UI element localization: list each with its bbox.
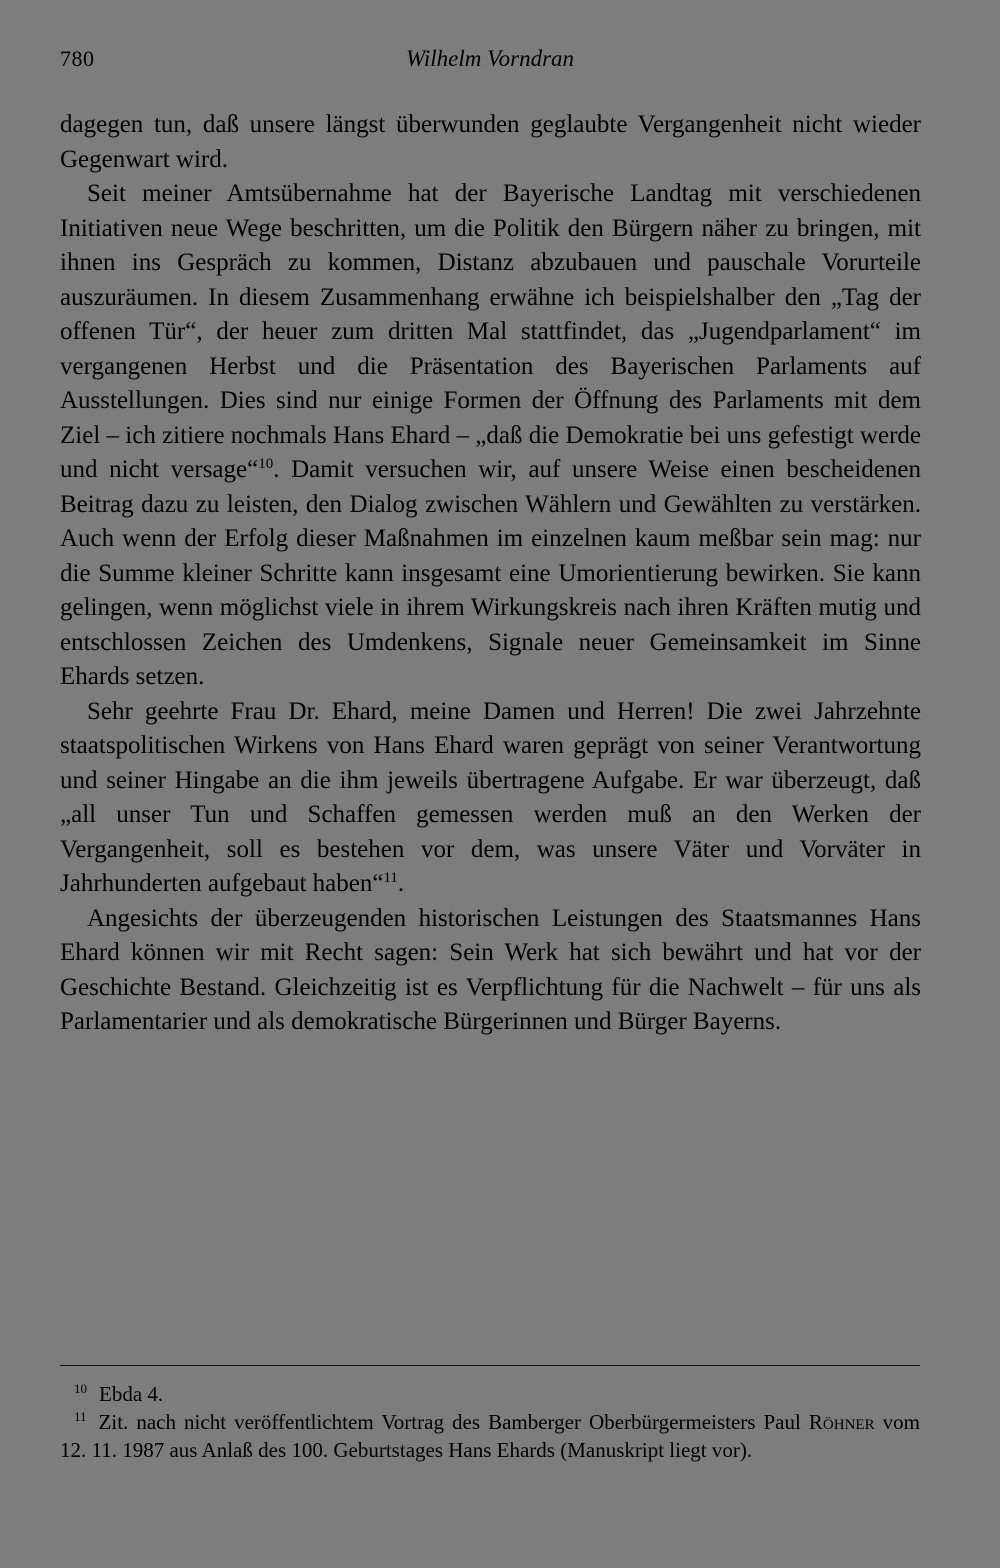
paragraph-4-text: Angesichts der überzeugenden historischen Leistungen des Staatsmannes Hans Ehard können wir mit Recht sagen: Sein Werk hat sich bewährt und hat vor der Geschichte Bestand. Gleichzeitig ist es Verpflichtung für die Nachwelt – für uns als Parlamentarier und als demokratische Bürgerinnen und Bürger Bayerns.	[60, 904, 921, 1035]
paragraph-2-text-b: . Damit versuchen wir, auf unsere Weise einen bescheidenen Beitrag dazu zu leisten, den Dialog zwischen Wählern und Gewählten zu verstärken. Auch wenn der Erfolg dieser Maßnahmen im einzelnen kaum meßbar sein mag: nur die Summe kleiner Schritte kann insgesamt eine Umorientierung bewirken. Sie kann gelingen, wenn möglichst viele in ihrem Wirkungskreis nach ihren Kräften mutig und entschlossen Zeichen des Umdenkens, Signale neuer Gemeinsamkeit im Sinne Ehards setzen.	[60, 456, 921, 690]
footnote-11-text-a: Zit. nach nicht veröffentlichtem Vortrag des Bamberger Oberbürgermeisters Paul	[98, 1410, 809, 1434]
paragraph-3	[60, 695, 921, 902]
body-text	[60, 108, 921, 1040]
footnote-11	[60, 1408, 920, 1464]
footnote-ref-10[interactable]: 10	[258, 456, 274, 472]
page-header	[60, 46, 920, 82]
footnote-10	[60, 1380, 920, 1408]
paragraph-2	[60, 177, 921, 695]
page-number: 780	[60, 46, 95, 71]
footnote-divider	[60, 1365, 920, 1366]
paragraph-2-text-a: Seit meiner Amtsübernahme hat der Bayerische Landtag mit verschiedenen Initiativen neue Wege beschritten, um die Politik den Bürgern näher zu bringen, mit ihnen ins Gespräch zu kommen, Distanz abzubauen und pauschale Vorurteile auszuräumen. In diesem Zusammenhang erwähne ich beispielshalber den „Tag der offenen Tür“, der heuer zum dritten Mal stattfindet, das „Jugendparlament“ im vergangenen Herbst und die Präsentation des Bayerischen Parlaments auf Ausstellungen. Dies sind nur einige Formen der Öffnung des Parlaments mit dem Ziel – ich zitiere nochmals Hans Ehard – „daß die Demokratie bei uns gefestigt werde und nicht versage“	[60, 180, 921, 483]
paragraph-1	[60, 108, 921, 177]
footnote-10-text: Ebda 4.	[99, 1382, 164, 1406]
footnote-11-text-b: vom 12. 11. 1987 aus Anlaß des 100. Geburtstages Hans Ehards (Manuskript liegt vor).	[60, 1410, 920, 1462]
footnote-mark-10: 10	[74, 1381, 87, 1396]
footnotes	[60, 1380, 920, 1464]
paragraph-1-text: dagegen tun, daß unsere längst überwunden geglaubte Vergangenheit nicht wieder Gegenwart wird.	[60, 111, 921, 173]
paragraph-3-text-a: Sehr geehrte Frau Dr. Ehard, meine Damen und Herren! Die zwei Jahrzehnte staatspolitischen Wirkens von Hans Ehard waren geprägt von seiner Verantwortung und seiner Hingabe an die ihm jeweils übertragene Aufgabe. Er war überzeugt, daß „all unser Tun und Schaffen gemessen werden muß an den Werken der Vergangenheit, soll es bestehen vor dem, was unsere Väter und Vorväter in Jahrhunderten aufgebaut haben“	[60, 697, 921, 897]
paragraph-4	[60, 902, 921, 1040]
footnote-ref-11[interactable]: 11	[383, 870, 398, 886]
footnote-11-author-name: Röhner	[808, 1410, 875, 1434]
paragraph-3-text-b: .	[397, 870, 405, 897]
running-head: Wilhelm Vorndran	[405, 46, 575, 71]
footnote-mark-11: 11	[74, 1409, 87, 1424]
